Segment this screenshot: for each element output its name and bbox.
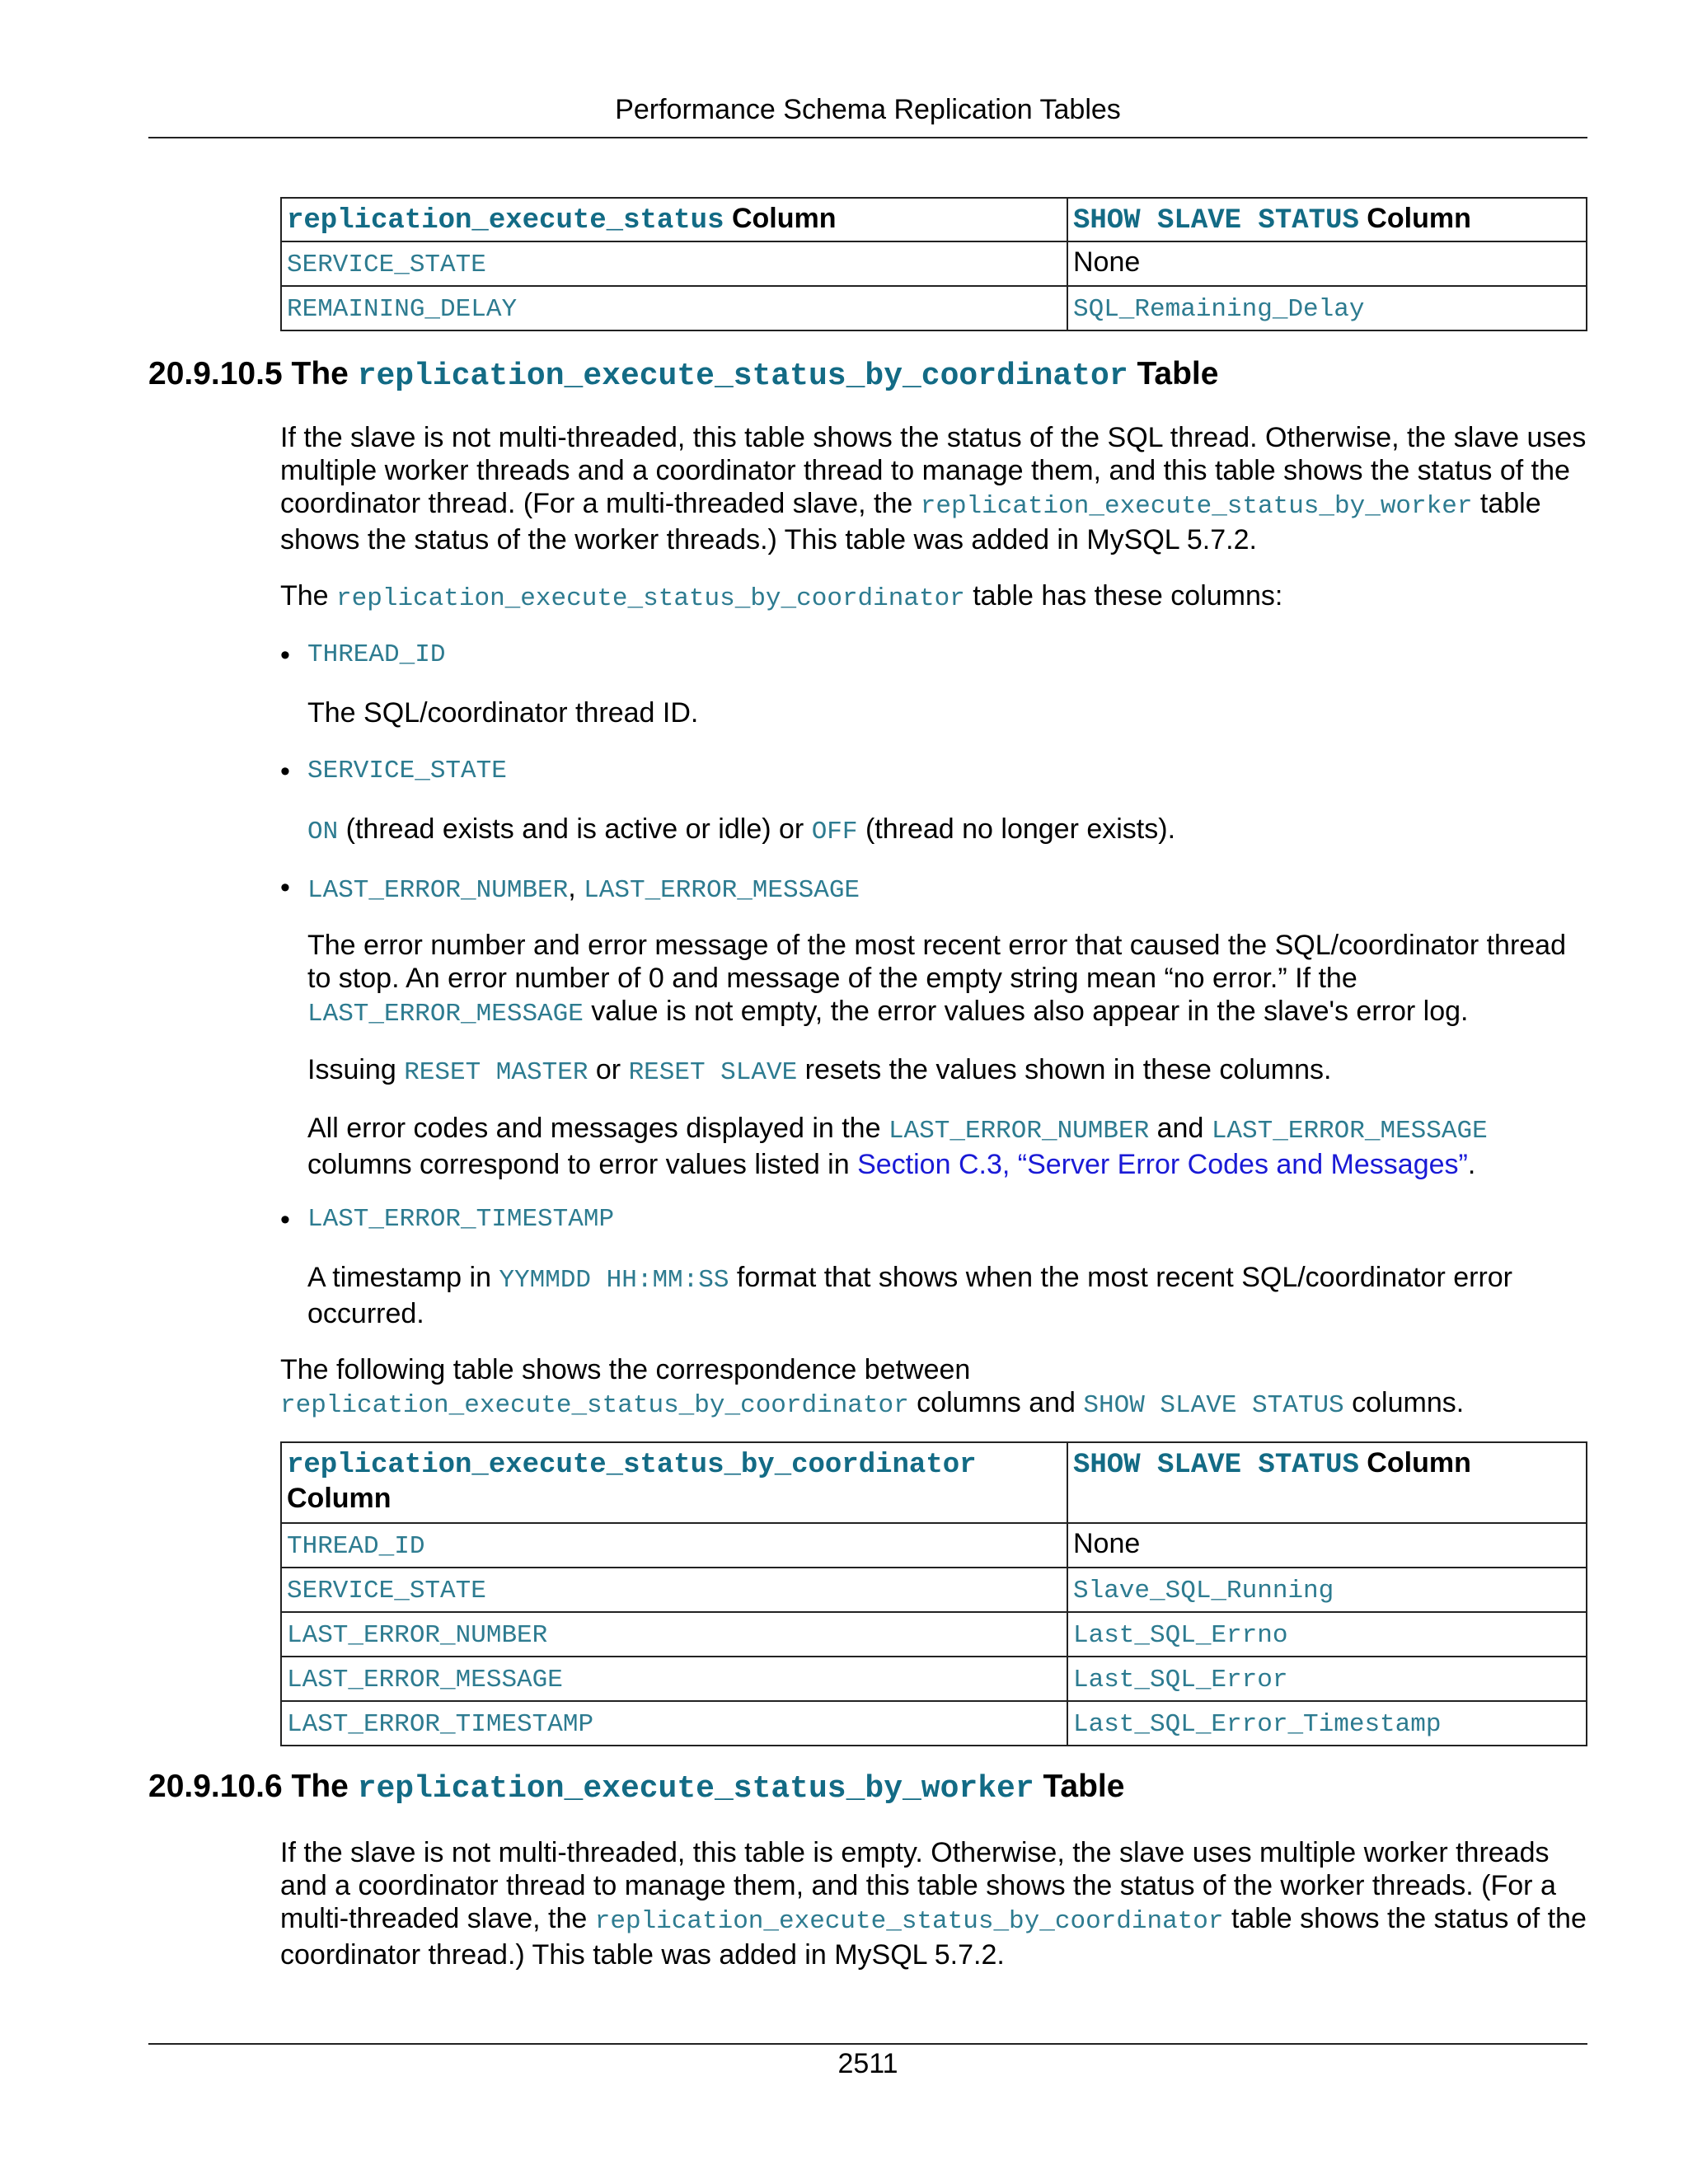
table-header-cell: SHOW SLAVE STATUS Column xyxy=(1067,198,1587,241)
table-cell: Last_SQL_Error xyxy=(1067,1657,1587,1701)
table-cell: Last_SQL_Error_Timestamp xyxy=(1067,1701,1587,1746)
table-cell: SERVICE_STATE xyxy=(281,241,1067,286)
table-cell: SERVICE_STATE xyxy=(281,1568,1067,1612)
table-cell: LAST_ERROR_NUMBER xyxy=(281,1612,1067,1657)
section-heading-coordinator: 20.9.10.5 The replication_execute_status_by_coordinator Table xyxy=(148,356,1219,394)
coordinator-correspondence-table xyxy=(280,1441,1587,1746)
thread-id-description: The SQL/coordinator thread ID. xyxy=(307,697,699,729)
footer-divider xyxy=(148,2043,1587,2045)
table-cell: None xyxy=(1067,1523,1587,1568)
bullet-icon: • xyxy=(280,756,290,787)
table-header-cell: replication_execute_status_by_coordinator Column xyxy=(281,1442,1067,1523)
table-cell: REMAINING_DELAY xyxy=(281,286,1067,330)
page-header: Performance Schema Replication Tables xyxy=(615,94,1121,125)
table-row xyxy=(281,1701,1587,1746)
coordinator-intro-paragraph: If the slave is not multi-threaded, this table shows the status of the SQL thread. Otherwise, the slave uses multiple worker threads and a coordinator thread to manage them, and this table shows the status of the coordinator thread. (For a multi-threaded slave, the replication_execute_status_by_worker table shows the status of the worker threads.) This table was added in MySQL 5.7.2. xyxy=(280,422,1587,555)
reset-paragraph: Issuing RESET MASTER or RESET SLAVE resets the values shown in these columns. xyxy=(307,1054,1332,1087)
table-header-cell: SHOW SLAVE STATUS Column xyxy=(1067,1442,1587,1523)
table-row xyxy=(281,1612,1587,1657)
table-cell: SQL_Remaining_Delay xyxy=(1067,286,1587,330)
worker-intro-paragraph: If the slave is not multi-threaded, this table is empty. Otherwise, the slave uses multiple worker threads and a coordinator thread to manage them, and this table shows the status of the worker threads. (For a multi-threaded slave, the replication_execute_status_by_coordinator table shows the status of the coordinator thread.) This table was added in MySQL 5.7.2. xyxy=(280,1837,1587,1971)
table-cell: THREAD_ID xyxy=(281,1523,1067,1568)
table-cell: Slave_SQL_Running xyxy=(1067,1568,1587,1612)
replication-execute-status-table xyxy=(280,197,1587,331)
table-header-row xyxy=(281,198,1587,241)
timestamp-description: A timestamp in YYMMDD HH:MM:SS format that shows when the most recent SQL/coordinator error occurred. xyxy=(307,1262,1513,1329)
table-row xyxy=(281,241,1587,286)
table-row xyxy=(281,286,1587,330)
bullet-icon: • xyxy=(280,640,290,671)
service-state-description: ON (thread exists and is active or idle) or OFF (thread no longer exists). xyxy=(307,813,1176,846)
header-divider xyxy=(148,137,1587,138)
table-row xyxy=(281,1657,1587,1701)
table-cell: LAST_ERROR_TIMESTAMP xyxy=(281,1701,1067,1746)
table-header-cell: replication_execute_status Column xyxy=(281,198,1067,241)
bullet-icon: • xyxy=(280,872,290,903)
table-cell: None xyxy=(1067,241,1587,286)
server-error-codes-link[interactable]: Section C.3, “Server Error Codes and Messages” xyxy=(857,1149,1468,1180)
page-number: 2511 xyxy=(837,2048,898,2079)
last-error-description: The error number and error message of the most recent error that caused the SQL/coordinator thread to stop. An error number of 0 and message of the empty string mean “no error.” If the LAST_ERROR_MESSAGE value is not empty, the error values also appear in the slave's error log. xyxy=(307,930,1566,1029)
section-heading-worker: 20.9.10.6 The replication_execute_status_by_worker Table xyxy=(148,1769,1125,1807)
bullet-icon: • xyxy=(280,1204,290,1235)
correspondence-paragraph: The following table shows the correspondence between replication_execute_status_by_coordinator columns and SHOW SLAVE STATUS columns. xyxy=(280,1354,1465,1420)
table-row xyxy=(281,1568,1587,1612)
table-row xyxy=(281,1523,1587,1568)
error-codes-paragraph: All error codes and messages displayed in the LAST_ERROR_NUMBER and LAST_ERROR_MESSAGE columns correspond to error values listed in Section C.3, “Server Error Codes and Messages”. xyxy=(307,1113,1488,1180)
table-cell: LAST_ERROR_MESSAGE xyxy=(281,1657,1067,1701)
table-header-row xyxy=(281,1442,1587,1523)
columns-intro-paragraph: The replication_execute_status_by_coordinator table has these columns: xyxy=(280,580,1283,613)
table-cell: Last_SQL_Errno xyxy=(1067,1612,1587,1657)
